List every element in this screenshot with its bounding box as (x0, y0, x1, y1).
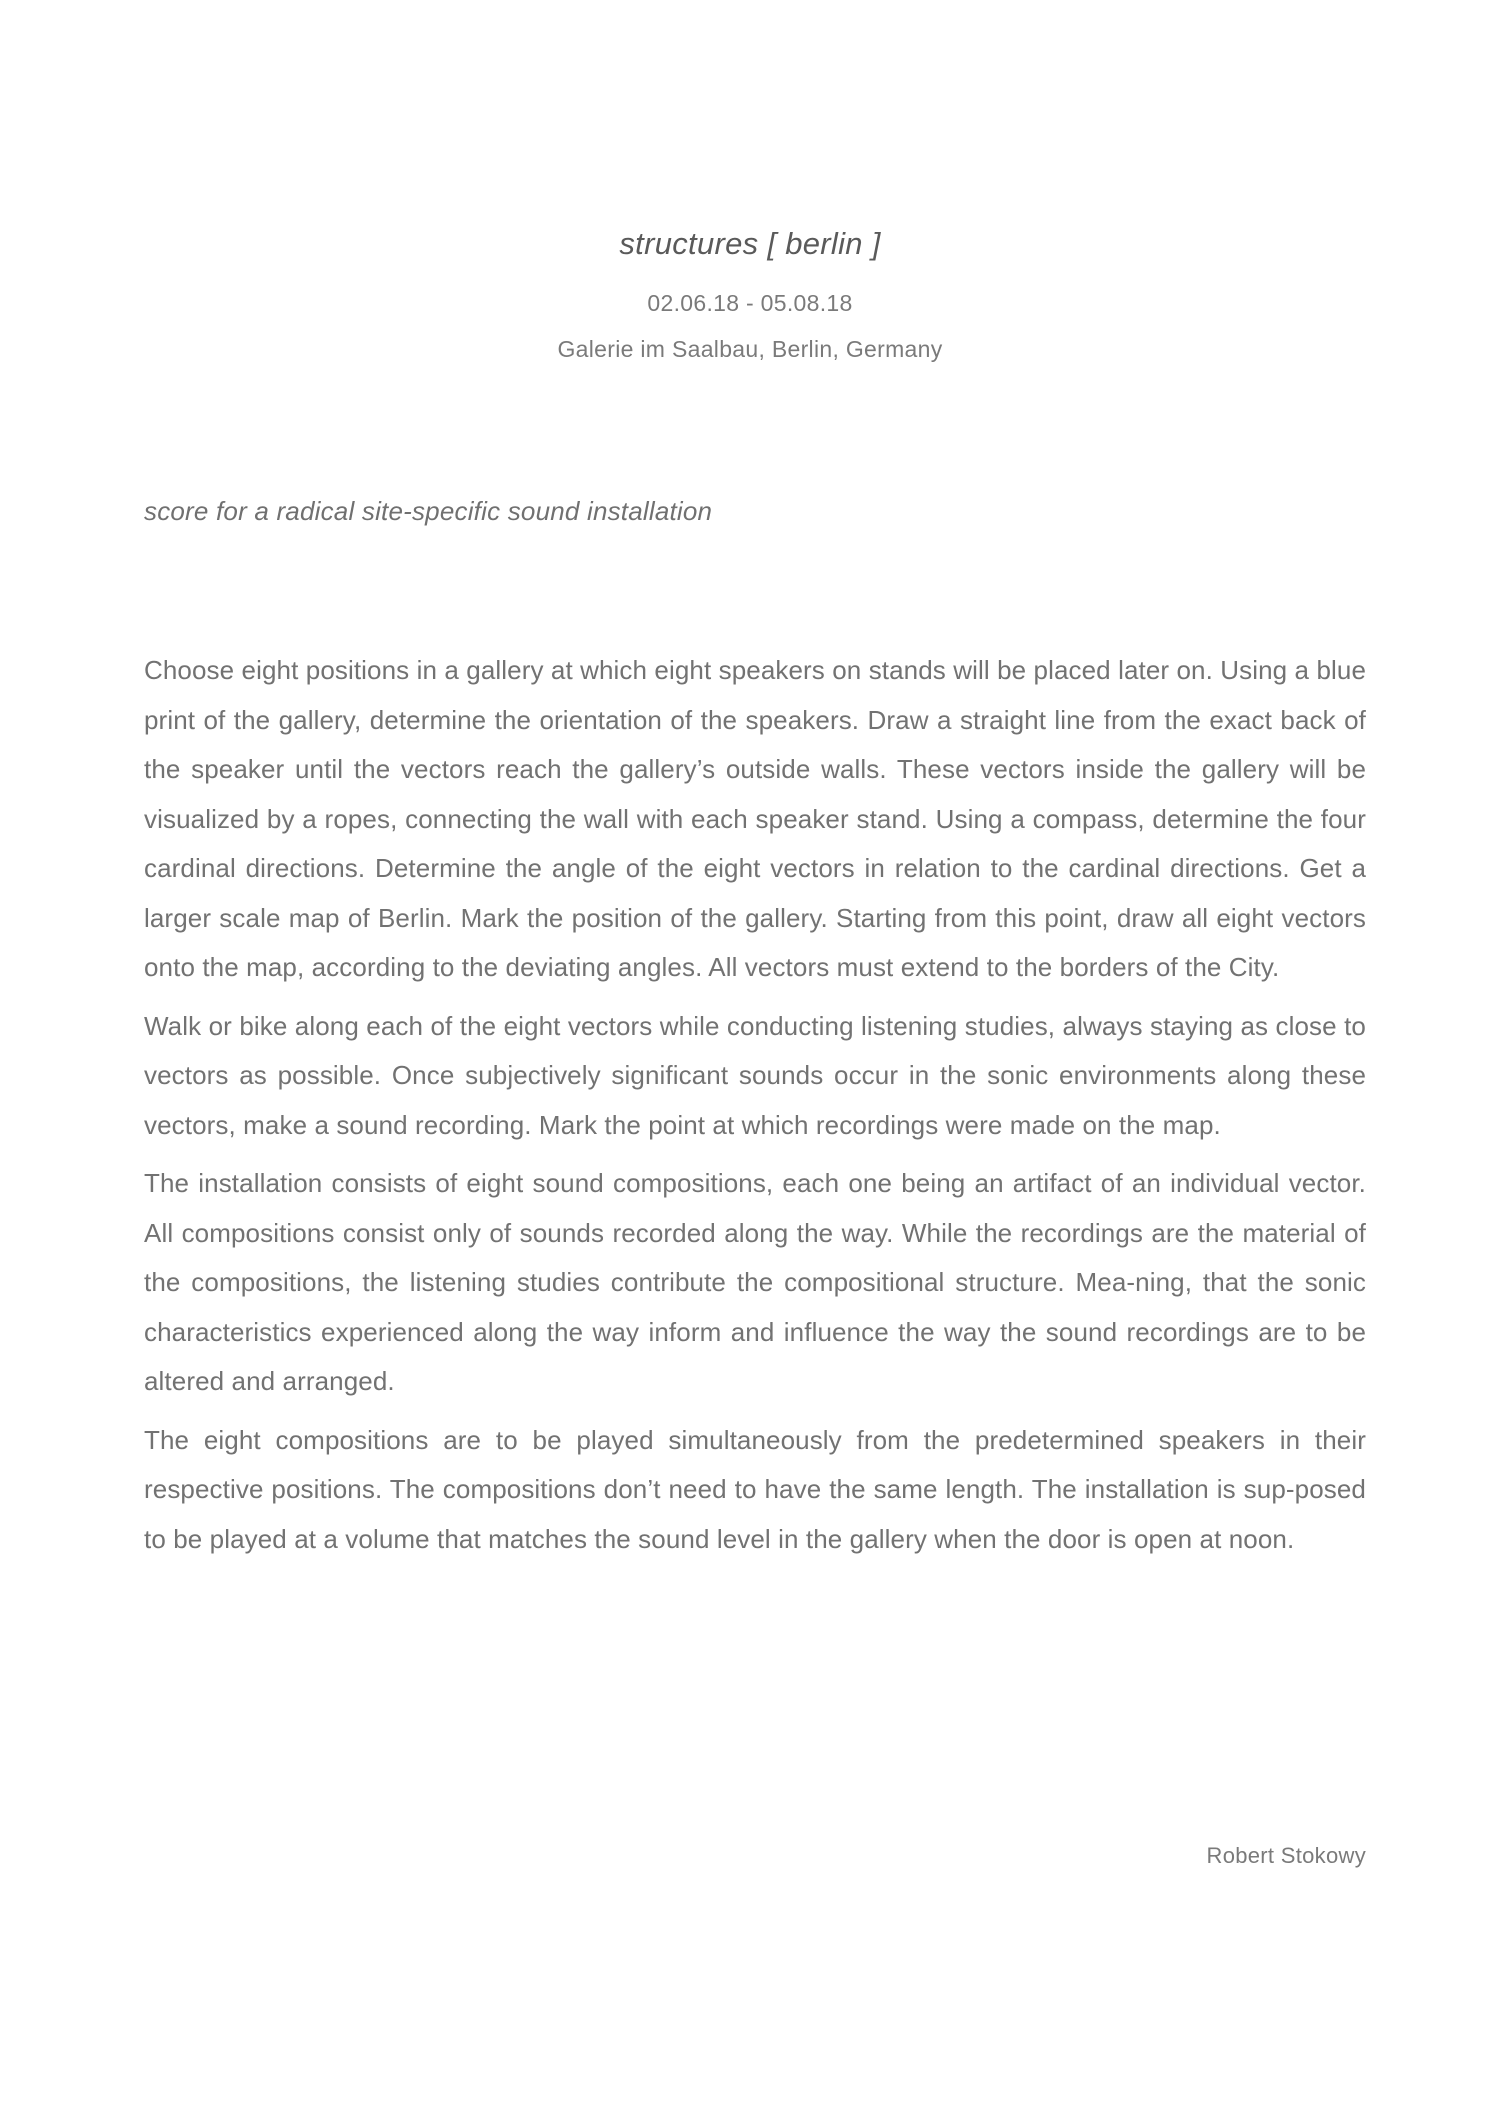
page-title: structures [ berlin ] (619, 226, 881, 261)
body-text (144, 646, 1366, 1573)
subtitle: score for a radical site-specific sound installation (144, 496, 713, 526)
paragraph: The eight compositions are to be played simultaneously from the predetermined speakers in their respective positions. The compositions don’t need to have the same length. The installation is sup-posed to be played at a volume that matches the sound level in the gallery when the door is open at noon. (144, 1424, 1366, 1554)
paragraph: The installation consists of eight sound compositions, each one being an artifact of an individual vector. All compositions consist only of sounds recorded along the way. While the recordings are the material of the compositions, the listening studies contribute the compositional structure. Mea-ning, that the sonic characteristics experienced along the way inform and influence the way the sound recordings are to be altered and arranged. (144, 1168, 1366, 1396)
exhibition-venue: Galerie im Saalbau, Berlin, Germany (557, 336, 943, 362)
exhibition-dates: 02.06.18 - 05.08.18 (647, 290, 853, 316)
paragraph: Walk or bike along each of the eight vectors while conducting listening studies, always staying as close to vectors as possible. Once subjectively significant sounds occur in the sonic environments along these vectors, make a sound recording. Mark the point at which recordings were made on the map. (144, 1010, 1366, 1140)
author-signature: Robert Stokowy (1206, 1843, 1366, 1868)
paragraph: Choose eight positions in a gallery at which eight speakers on stands will be placed later on. Using a blue print of the gallery, determine the orientation of the speakers. Draw a straight line from the exact back of the speaker until the vectors reach the gallery’s outside walls. These vectors inside the gallery will be visualized by a ropes, connecting the wall with each speaker stand. Using a compass, determine the four cardinal directions. Determine the angle of the eight vectors in relation to the cardinal directions. Get a larger scale map of Berlin. Mark the position of the gallery. Starting from this point, draw all eight vectors onto the map, according to the deviating angles. All vectors must extend to the borders of the City. (144, 655, 1366, 982)
